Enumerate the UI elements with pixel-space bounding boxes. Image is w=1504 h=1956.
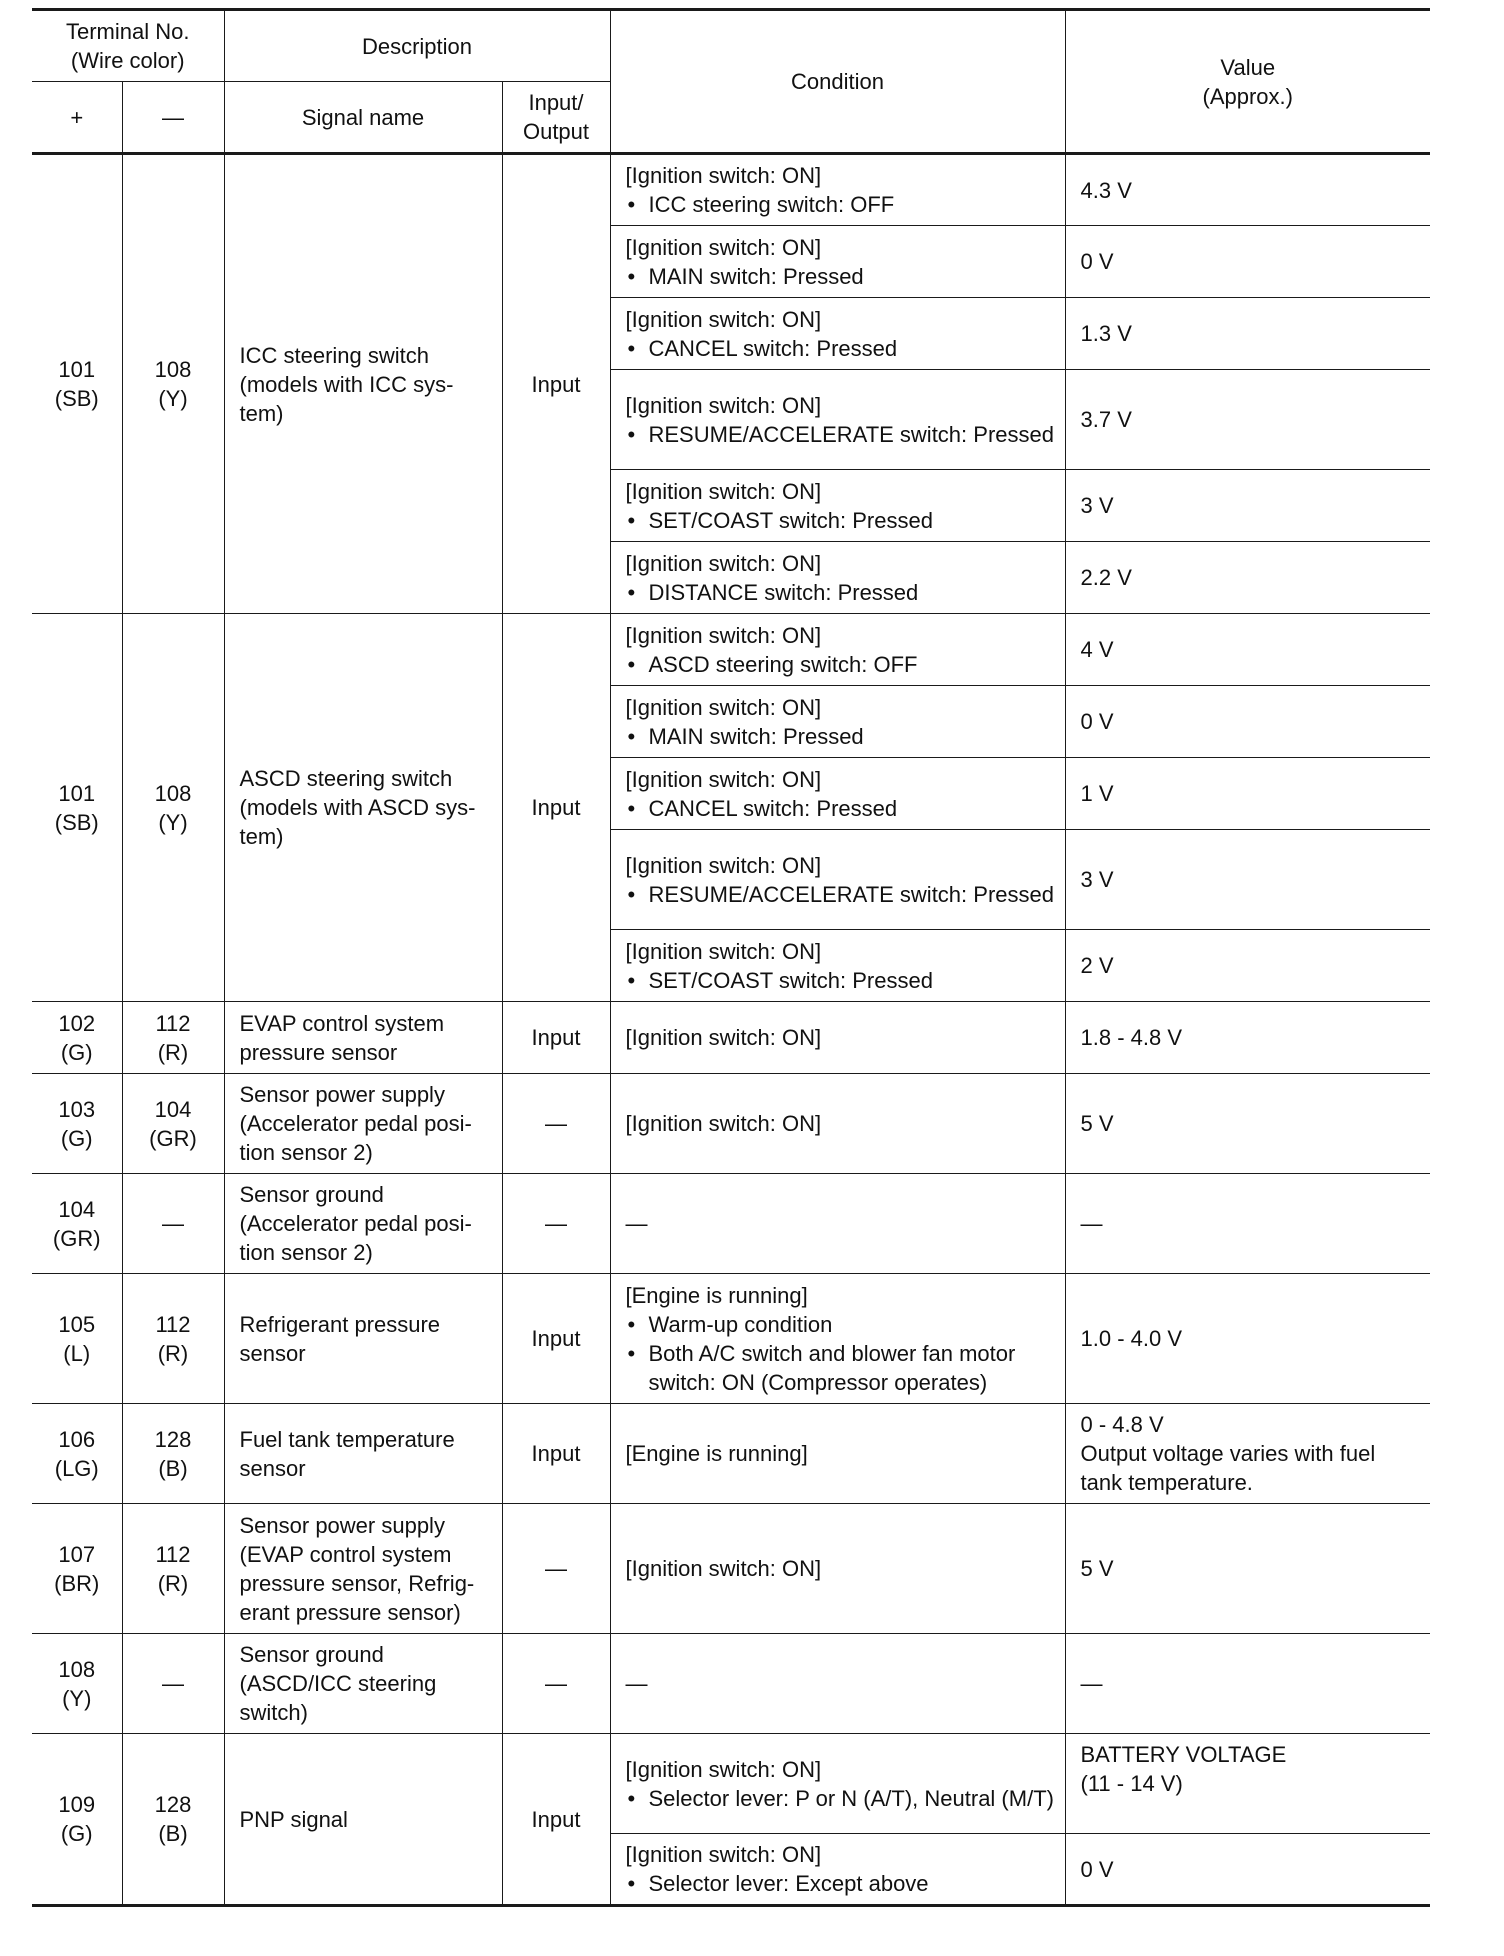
value-cell xyxy=(1065,1002,1430,1074)
signal-name-line: Sensor power supply xyxy=(239,1512,445,1538)
value-cell xyxy=(1065,226,1430,298)
table-row xyxy=(32,1734,1430,1834)
signal-name-cell xyxy=(224,1274,502,1404)
value-line: 1.8 - 4.8 V xyxy=(1080,1025,1183,1050)
condition-bullet: • SET/COAST switch: Pressed xyxy=(626,966,1059,995)
condition-cell xyxy=(610,1174,1065,1274)
terminal-minus-cell xyxy=(122,1074,224,1174)
signal-name-line: Refrigerant pressure xyxy=(239,1311,441,1337)
terminal-plus-cell xyxy=(32,1734,122,1906)
condition-text: [Ignition switch: ON] xyxy=(625,622,822,648)
signal-name-cell xyxy=(224,1504,502,1634)
condition-cell xyxy=(610,370,1065,470)
terminal-minus-line: (R) xyxy=(157,1570,189,1596)
terminal-minus-line: (Y) xyxy=(158,809,188,835)
value-line: 3 V xyxy=(1080,493,1114,518)
condition-text: [Ignition switch: ON] xyxy=(625,306,822,332)
terminal-plus-line: (Y) xyxy=(62,1685,92,1711)
condition-cell xyxy=(610,542,1065,614)
terminal-plus-line: 101 xyxy=(58,780,96,806)
value-line: 4 V xyxy=(1080,637,1114,662)
io-header-line-1: Input/ xyxy=(528,90,584,115)
io-cell: Input xyxy=(502,1274,610,1404)
terminal-plus-cell xyxy=(32,1074,122,1174)
condition-text: [Engine is running] xyxy=(625,1282,808,1308)
terminal-plus-line: 103 xyxy=(58,1096,96,1122)
value-line: — xyxy=(1080,1211,1103,1236)
value-cell xyxy=(1065,614,1430,686)
table-row xyxy=(32,1174,1430,1274)
signal-name-line: (models with ASCD sys- xyxy=(239,795,476,820)
signal-name-cell xyxy=(224,1174,502,1274)
terminal-plus-cell xyxy=(32,1404,122,1504)
value-cell xyxy=(1065,1634,1430,1734)
signal-name-cell xyxy=(224,1404,502,1504)
wire-color-label: (Wire color) xyxy=(70,48,185,73)
signal-name-cell xyxy=(224,1634,502,1734)
signal-name-cell xyxy=(224,1074,502,1174)
signal-name-line: erant pressure sensor) xyxy=(239,1599,461,1625)
terminal-minus-line: 128 xyxy=(154,1426,192,1452)
condition-text: [Ignition switch: ON] xyxy=(625,234,822,260)
condition-cell xyxy=(610,1504,1065,1634)
signal-name-line: PNP signal xyxy=(239,1806,348,1832)
signal-name-line: Sensor ground xyxy=(239,1182,384,1207)
table-row xyxy=(32,1404,1430,1504)
signal-name-line: tion sensor 2) xyxy=(239,1140,373,1165)
signal-name-line: Sensor power supply xyxy=(239,1082,445,1107)
terminal-plus-line: 102 xyxy=(58,1010,96,1036)
value-line: 1.3 V xyxy=(1080,321,1132,346)
condition-bullet: • CANCEL switch: Pressed xyxy=(626,794,1059,823)
value-approx-label: (Approx.) xyxy=(1202,83,1293,109)
condition-text: [Ignition switch: ON] xyxy=(625,852,822,878)
terminal-plus-line: 107 xyxy=(58,1541,96,1567)
signal-name-line: ASCD steering switch xyxy=(239,766,453,791)
io-cell: — xyxy=(502,1174,610,1274)
value-cell xyxy=(1065,1834,1430,1906)
io-cell: Input xyxy=(502,1002,610,1074)
terminal-minus-line: — xyxy=(162,1211,184,1236)
value-line: tank temperature. xyxy=(1080,1470,1253,1495)
terminal-minus-line: (GR) xyxy=(149,1125,197,1151)
value-cell xyxy=(1065,1734,1430,1834)
condition-text: [Ignition switch: ON] xyxy=(625,550,822,576)
signal-name-line: switch) xyxy=(239,1700,308,1725)
terminal-minus-line: — xyxy=(162,1671,184,1696)
signal-name-line: (EVAP control system xyxy=(239,1541,452,1567)
terminal-minus-cell xyxy=(122,1634,224,1734)
terminal-minus-cell xyxy=(122,1734,224,1906)
condition-bullet: • ICC steering switch: OFF xyxy=(626,190,1059,219)
terminal-minus-line: 104 xyxy=(154,1096,192,1122)
signal-name-line: tem) xyxy=(239,824,284,849)
signal-name-line: (Accelerator pedal posi- xyxy=(239,1111,472,1136)
condition-cell xyxy=(610,1002,1065,1074)
terminal-minus-cell xyxy=(122,154,224,614)
terminal-plus-line: 106 xyxy=(58,1426,96,1452)
terminal-plus-line: (GR) xyxy=(52,1225,101,1251)
terminal-no-header xyxy=(32,10,224,82)
condition-text: [Ignition switch: ON] xyxy=(625,1756,822,1782)
condition-bullet: • Selector lever: P or N (A/T), Neutral (M/T) xyxy=(626,1784,1059,1813)
condition-bullet: • DISTANCE switch: Pressed xyxy=(626,578,1059,607)
terminal-minus-line: 112 xyxy=(155,1010,191,1036)
io-cell: — xyxy=(502,1074,610,1174)
io-header-line-2: Output xyxy=(522,119,590,144)
signal-name-line: pressure sensor, Refrig- xyxy=(239,1570,475,1596)
condition-text: — xyxy=(625,1671,648,1696)
value-line: 5 V xyxy=(1080,1556,1114,1581)
value-cell xyxy=(1065,1074,1430,1174)
condition-text: [Ignition switch: ON] xyxy=(625,392,822,418)
signal-name-line: (Accelerator pedal posi- xyxy=(239,1211,472,1236)
value-cell xyxy=(1065,370,1430,470)
terminal-minus-line: (Y) xyxy=(158,386,188,411)
condition-text: [Ignition switch: ON] xyxy=(625,694,822,720)
value-line: 0 V xyxy=(1080,249,1114,274)
condition-text: [Ignition switch: ON] xyxy=(625,938,822,964)
value-line: — xyxy=(1080,1671,1103,1696)
condition-bullet: • Selector lever: Except above xyxy=(626,1869,1059,1898)
terminal-minus-cell xyxy=(122,1404,224,1504)
terminal-minus-line: (R) xyxy=(157,1039,189,1065)
signal-name-line: (ASCD/ICC steering xyxy=(239,1671,437,1696)
condition-cell xyxy=(610,154,1065,226)
signal-name-line: Fuel tank temperature xyxy=(239,1426,455,1452)
value-line: 1 V xyxy=(1080,781,1114,806)
table-row xyxy=(32,1274,1430,1404)
header-row-1 xyxy=(32,10,1430,82)
condition-cell xyxy=(610,226,1065,298)
signal-name-line: sensor xyxy=(239,1455,306,1481)
description-header: Description xyxy=(224,10,610,82)
io-cell: — xyxy=(502,1504,610,1634)
signal-name-header: Signal name xyxy=(224,82,502,154)
signal-name-line: tem) xyxy=(239,400,284,426)
condition-cell xyxy=(610,1074,1065,1174)
condition-cell xyxy=(610,1274,1065,1404)
condition-cell xyxy=(610,930,1065,1002)
value-line: BATTERY VOLTAGE xyxy=(1080,1742,1287,1767)
table-row xyxy=(32,1634,1430,1734)
condition-cell xyxy=(610,1404,1065,1504)
value-line: 3.7 V xyxy=(1080,407,1132,432)
table-row xyxy=(32,1002,1430,1074)
value-cell xyxy=(1065,1174,1430,1274)
condition-text: [Ignition switch: ON] xyxy=(625,478,822,504)
terminal-plus-line: (G) xyxy=(60,1125,93,1151)
plus-header: + xyxy=(32,82,122,154)
terminal-plus-line: 109 xyxy=(58,1792,96,1817)
value-line: 4.3 V xyxy=(1080,177,1132,203)
table-row xyxy=(32,1504,1430,1634)
terminal-plus-cell xyxy=(32,1504,122,1634)
signal-name-cell xyxy=(224,154,502,614)
condition-bullet: • ASCD steering switch: OFF xyxy=(626,650,1059,679)
terminal-minus-line: (B) xyxy=(158,1455,188,1481)
table-row xyxy=(32,154,1430,226)
terminal-plus-cell xyxy=(32,1002,122,1074)
condition-text: [Ignition switch: ON] xyxy=(625,1842,822,1867)
condition-cell xyxy=(610,470,1065,542)
terminal-minus-cell xyxy=(122,1174,224,1274)
signal-name-line: ICC steering switch xyxy=(239,342,430,368)
condition-bullet: • RESUME/ACCELERATE switch: Pressed xyxy=(626,420,1059,449)
terminal-minus-cell xyxy=(122,1504,224,1634)
condition-bullet: • MAIN switch: Pressed xyxy=(626,262,1059,291)
io-cell: — xyxy=(502,1634,610,1734)
value-line: 2.2 V xyxy=(1080,565,1132,590)
value-line: 1.0 - 4.0 V xyxy=(1080,1326,1183,1351)
value-cell xyxy=(1065,542,1430,614)
value-line: 2 V xyxy=(1080,953,1114,978)
io-cell: Input xyxy=(502,1734,610,1906)
value-cell xyxy=(1065,1404,1430,1504)
value-cell xyxy=(1065,758,1430,830)
value-cell xyxy=(1065,1274,1430,1404)
terminal-minus-line: 112 xyxy=(155,1311,191,1337)
condition-cell xyxy=(610,830,1065,930)
signal-name-cell xyxy=(224,1734,502,1906)
terminal-plus-line: (BR) xyxy=(54,1570,100,1596)
terminal-no-label: Terminal No. xyxy=(66,19,190,44)
terminal-minus-line: (R) xyxy=(157,1340,189,1366)
value-cell xyxy=(1065,686,1430,758)
condition-bullet: • Warm-up condition xyxy=(626,1310,1059,1339)
value-line: 3 V xyxy=(1080,867,1114,892)
value-cell xyxy=(1065,154,1430,226)
terminal-minus-line: 108 xyxy=(154,780,192,806)
condition-text: [Ignition switch: ON] xyxy=(625,766,822,792)
signal-name-cell xyxy=(224,1002,502,1074)
condition-cell xyxy=(610,1734,1065,1834)
condition-cell xyxy=(610,686,1065,758)
condition-text: [Ignition switch: ON] xyxy=(625,1556,822,1581)
io-cell: Input xyxy=(502,614,610,1002)
io-cell: Input xyxy=(502,154,610,614)
value-header xyxy=(1065,10,1430,154)
terminal-minus-cell xyxy=(122,614,224,1002)
terminal-plus-cell xyxy=(32,1174,122,1274)
condition-text: [Ignition switch: ON] xyxy=(625,1111,822,1136)
signal-name-line: Sensor ground xyxy=(239,1642,384,1667)
condition-text: [Ignition switch: ON] xyxy=(625,1025,822,1050)
condition-cell xyxy=(610,758,1065,830)
io-cell: Input xyxy=(502,1404,610,1504)
value-line: (11 - 14 V) xyxy=(1080,1771,1183,1796)
condition-text: — xyxy=(625,1211,648,1236)
value-line: 5 V xyxy=(1080,1111,1114,1136)
signal-name-line: sensor xyxy=(239,1340,306,1366)
terminal-plus-line: (L) xyxy=(63,1340,91,1366)
condition-text: [Engine is running] xyxy=(625,1441,808,1466)
condition-cell xyxy=(610,1834,1065,1906)
terminal-minus-line: 128 xyxy=(154,1792,192,1817)
signal-name-line: (models with ICC sys- xyxy=(239,371,454,397)
terminal-plus-line: (SB) xyxy=(54,809,99,835)
terminal-minus-cell xyxy=(122,1002,224,1074)
condition-header: Condition xyxy=(610,10,1065,154)
condition-cell xyxy=(610,298,1065,370)
terminal-plus-cell xyxy=(32,614,122,1002)
terminal-minus-line: 112 xyxy=(155,1541,191,1567)
terminal-plus-line: 108 xyxy=(58,1656,96,1682)
value-line: 0 V xyxy=(1080,1856,1114,1882)
terminal-plus-line: 104 xyxy=(58,1196,96,1222)
terminal-minus-line: 108 xyxy=(154,357,192,382)
condition-text: [Ignition switch: ON] xyxy=(625,163,822,188)
terminal-minus-line: (B) xyxy=(158,1821,188,1846)
value-cell xyxy=(1065,930,1430,1002)
io-header xyxy=(502,82,610,154)
value-cell xyxy=(1065,470,1430,542)
terminal-plus-cell xyxy=(32,1274,122,1404)
signal-name-line: pressure sensor xyxy=(239,1039,398,1065)
terminal-plus-line: 101 xyxy=(58,357,96,382)
condition-bullet: • RESUME/ACCELERATE switch: Pressed xyxy=(626,880,1059,909)
condition-bullet: • CANCEL switch: Pressed xyxy=(626,334,1059,363)
condition-bullet: • SET/COAST switch: Pressed xyxy=(626,506,1059,535)
condition-bullet: • MAIN switch: Pressed xyxy=(626,722,1059,751)
condition-cell xyxy=(610,614,1065,686)
terminal-plus-cell xyxy=(32,154,122,614)
signal-name-line: EVAP control system xyxy=(239,1010,445,1036)
value-line: Output voltage varies with fuel xyxy=(1080,1441,1376,1466)
terminal-plus-line: (G) xyxy=(60,1821,93,1846)
terminal-plus-cell xyxy=(32,1634,122,1734)
terminal-minus-cell xyxy=(122,1274,224,1404)
value-cell xyxy=(1065,830,1430,930)
value-line: 0 - 4.8 V xyxy=(1080,1412,1164,1437)
signal-name-cell xyxy=(224,614,502,1002)
terminal-table xyxy=(32,8,1430,1907)
value-line: 0 V xyxy=(1080,709,1114,734)
value-cell xyxy=(1065,298,1430,370)
minus-header: — xyxy=(122,82,224,154)
condition-bullet: • Both A/C switch and blower fan motor switch: ON (Compressor operates) xyxy=(626,1339,1059,1397)
value-label: Value xyxy=(1220,54,1276,80)
terminal-plus-line: 105 xyxy=(58,1311,96,1337)
terminal-plus-line: (LG) xyxy=(54,1455,99,1481)
terminal-plus-line: (G) xyxy=(60,1039,93,1065)
value-cell xyxy=(1065,1504,1430,1634)
table-row xyxy=(32,614,1430,686)
condition-cell xyxy=(610,1634,1065,1734)
table-row xyxy=(32,1074,1430,1174)
terminal-plus-line: (SB) xyxy=(54,386,99,411)
signal-name-line: tion sensor 2) xyxy=(239,1240,373,1265)
